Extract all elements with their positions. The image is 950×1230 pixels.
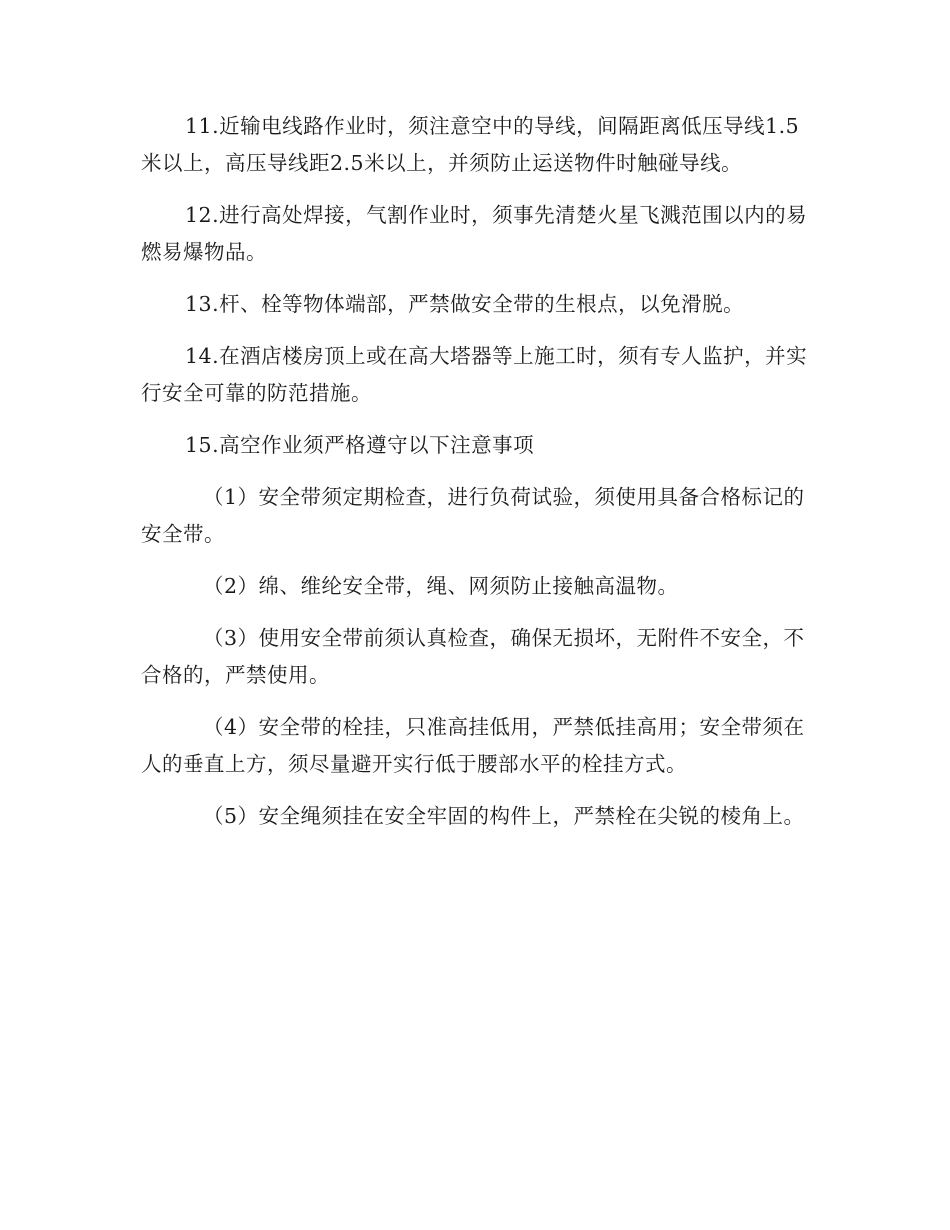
- sub-item-2: （2）绵、维纶安全带，绳、网须防止接触高温物。: [203, 574, 679, 598]
- document-body: [141, 108, 809, 850]
- paragraph-13: 13.杆、栓等物体端部，严禁做安全带的生根点，以免滑脱。: [185, 292, 745, 316]
- paragraph-14: 14.在酒店楼房顶上或在高大塔器等上施工时，须有专人监护，并实行安全可靠的防范措施。: [141, 344, 808, 405]
- paragraph-12: 12.进行高处焊接，气割作业时，须事先清楚火星飞溅范围以内的易燃易爆物品。: [141, 203, 808, 264]
- sub-item-4: （4）安全带的栓挂，只准高挂低用，严禁低挂高用；安全带须在人的垂直上方，须尽量避开实行低于腰部水平的栓挂方式。: [141, 715, 805, 776]
- sub-item-3: （3）使用安全带前须认真检查，确保无损坏，无附件不安全，不合格的，严禁使用。: [141, 626, 805, 687]
- sub-item-1: （1）安全带须定期检查，进行负荷试验，须使用具备合格标记的安全带。: [141, 485, 805, 546]
- paragraph-15: 15.高空作业须严格遵守以下注意事项: [185, 433, 535, 457]
- paragraph-11: 11.近输电线路作业时，须注意空中的导线，间隔距离低压导线1.5米以上，高压导线距2.5米以上，并须防止运送物件时触碰导线。: [141, 114, 800, 175]
- sub-item-5: （5）安全绳须挂在安全牢固的构件上，严禁栓在尖锐的棱角上。: [203, 804, 805, 828]
